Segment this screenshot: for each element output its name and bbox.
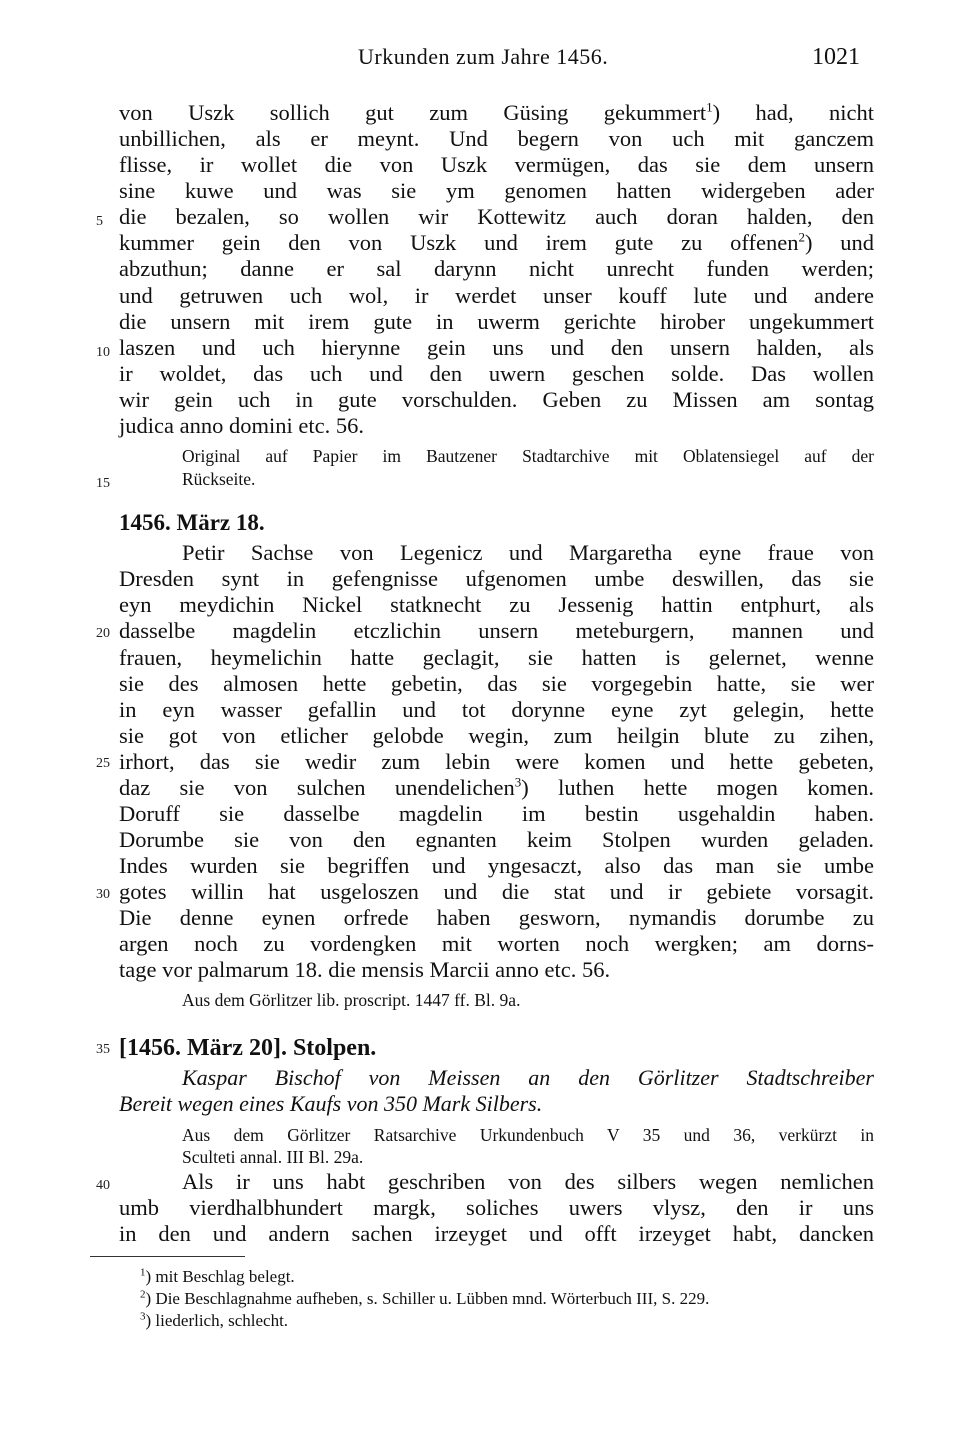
- body-line: argen noch zu vordengken mit worten noch wergken; am dorns-: [119, 931, 874, 956]
- body-line: in den und andern sachen irzeyget und offt irzeyget habt, dancken: [119, 1221, 874, 1246]
- body-line: Dorumbe sie von den egnanten keim Stolpen wurden geladen.: [119, 827, 874, 852]
- body-line: gotes willin hat usgeloszen und die stat und ir gebiete vorsagit.: [119, 879, 874, 904]
- footnote: $^3$) liederlich, schlecht.: [140, 1310, 289, 1330]
- body-line: judica anno domini etc. 56.: [119, 413, 364, 438]
- document-date: 1456. März 18.: [119, 510, 265, 535]
- body-line: eyn meydichin Nickel statknecht zu Jessenig hattin entphurt, als: [119, 592, 874, 617]
- document-date: [1456. März 20]. Stolpen.: [119, 1035, 377, 1061]
- body-line: die unsern mit irem gute in uwerm gerichte hirober ungekummert: [119, 309, 874, 334]
- body-line: Als ir uns habt geschriben von des silbers wegen nemlichen: [182, 1169, 874, 1194]
- line-number: 5: [96, 214, 103, 229]
- body-line: sie des almosen hette gebetin, das sie vorgegebin hatte, sie wer: [119, 671, 874, 696]
- body-line: wir gein uch in gute vorschulden. Geben zu Missen am sontag: [119, 387, 874, 412]
- line-number: 35: [96, 1042, 110, 1057]
- body-line: umb vierdhalbhundert margk, soliches uwers vlysz, den ir uns: [119, 1195, 874, 1220]
- line-number: 30: [96, 887, 110, 902]
- regest-line: Bereit wegen eines Kaufs von 350 Mark Silbers.: [119, 1091, 543, 1116]
- body-line: laszen und uch hierynne gein uns und den unsern halden, als: [119, 335, 874, 360]
- body-line: unbillichen, als er meynt. Und begern von uch mit ganczem: [119, 126, 874, 151]
- body-line: Petir Sachse von Legenicz und Margaretha eyne fraue von: [182, 540, 874, 565]
- body-line: ir woldet, das uch und den uwern geschen solde. Das wollen: [119, 361, 874, 386]
- line-number: 15: [96, 476, 110, 491]
- line-number: 25: [96, 756, 110, 771]
- body-line: tage vor palmarum 18. die mensis Marcii anno etc. 56.: [119, 957, 611, 982]
- footnote: $^2$) Die Beschlagnahme aufheben, s. Schiller u. Lübben mnd. Wörterbuch III, S. 229.: [140, 1288, 710, 1308]
- page-number: 1021: [812, 44, 860, 70]
- body-line: und getruwen uch wol, ir werdet unser kouff lute und andere: [119, 283, 874, 308]
- body-line: Dresden synt in gefengnisse ufgenomen umbe deswillen, das sie: [119, 566, 874, 591]
- body-line: sine kuwe und was sie ym genomen hatten widergeben ader: [119, 178, 874, 203]
- footnote-ref: 1: [706, 99, 713, 115]
- line-number: 10: [96, 345, 110, 360]
- regest-line: Kaspar Bischof von Meissen an den Görlitzer Stadtschreiber: [182, 1065, 874, 1090]
- source-note: Aus dem Görlitzer lib. proscript. 1447 ff. Bl. 9a.: [182, 990, 521, 1010]
- body-line: dasselbe magdelin etczlichin unsern meteburgern, mannen und: [119, 618, 874, 643]
- source-note: Original auf Papier im Bautzener Stadtarchive mit Oblatensiegel auf der: [182, 446, 874, 466]
- body-line: abzuthun; danne er sal darynn nicht unrecht funden werden;: [119, 256, 874, 281]
- body-line: irhort, das sie wedir zum lebin were komen und hette gebeten,: [119, 749, 874, 774]
- body-line: die bezalen, so wollen wir Kottewitz auch doran halden, den: [119, 204, 874, 229]
- body-line: in eyn wasser gefallin und tot dorynne eyne zyt gelegin, hette: [119, 697, 874, 722]
- line-number: 20: [96, 626, 110, 641]
- body-line: Doruff sie dasselbe magdelin im bestin usgehaldin haben.: [119, 801, 874, 826]
- footnote-ref: 3: [514, 774, 522, 790]
- body-line: frauen, heymelichin hatte geclagit, sie hatten is gelernet, wenne: [119, 645, 874, 670]
- source-note: Aus dem Görlitzer Ratsarchive Urkundenbuch V 35 und 36, verkürzt in: [182, 1125, 874, 1145]
- body-line: sie got von etlicher gelobde wegin, zum heilgin blute zu zihen,: [119, 723, 874, 748]
- source-note: Sculteti annal. III Bl. 29a.: [182, 1147, 364, 1167]
- body-line: flisse, ir wollet die von Uszk vermügen, das sie dem unsern: [119, 152, 874, 177]
- body-line: daz sie von sulchen unendelichen$^3$) luthen hette mogen komen.: [119, 774, 874, 800]
- body-line: von Uszk sollich gut zum Güsing gekummert$^1$) had, nicht: [119, 99, 875, 125]
- footnote: $^1$) mit Beschlag belegt.: [140, 1266, 295, 1286]
- body-line: Indes wurden sie begriffen und yngesaczt, also das man sie umbe: [119, 853, 874, 878]
- line-number: 40: [96, 1178, 110, 1193]
- source-note: Rückseite.: [182, 469, 256, 489]
- body-line: Die denne eynen orfrede haben gesworn, nymandis dorumbe zu: [119, 905, 874, 930]
- footnote-ref: 2: [798, 229, 805, 245]
- footnote-divider: [90, 1256, 245, 1257]
- body-line: kummer gein den von Uszk und irem gute zu offenen$^2$) und: [119, 229, 874, 255]
- running-title: Urkunden zum Jahre 1456.: [358, 44, 609, 69]
